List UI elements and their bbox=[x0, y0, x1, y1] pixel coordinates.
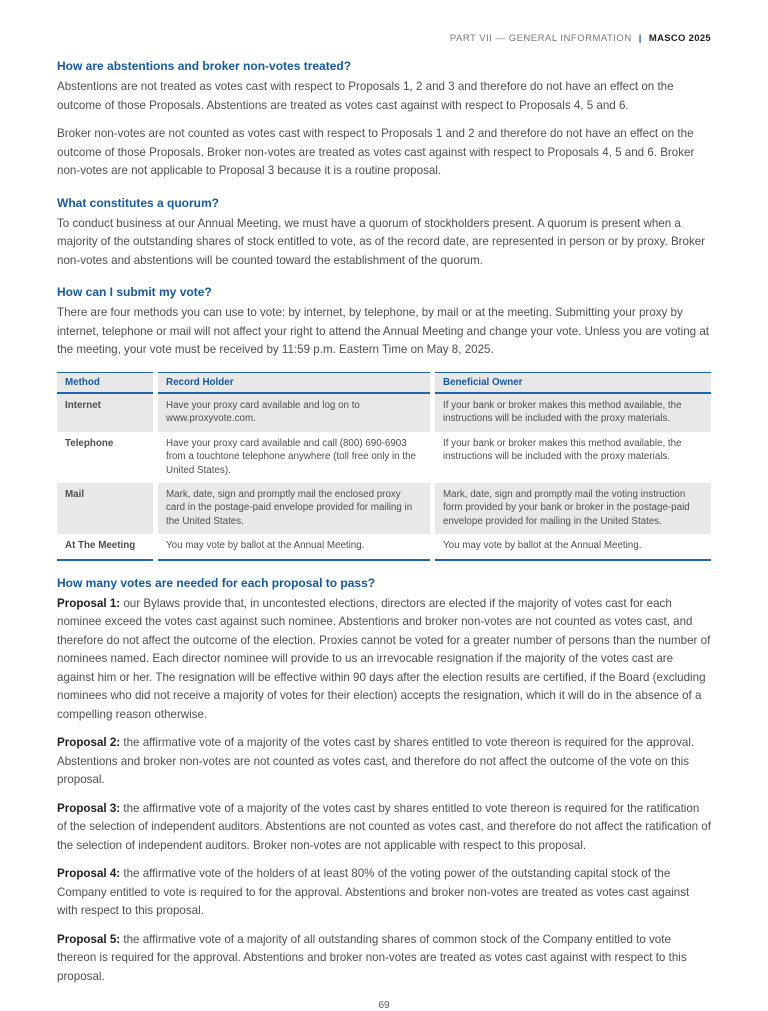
part-label: PART VII — GENERAL INFORMATION bbox=[449, 33, 632, 44]
table-row-internet bbox=[57, 394, 711, 432]
beneficial-owner-cell: You may vote by ballot at the Annual Meeting. bbox=[435, 534, 711, 560]
record-holder-cell: Mark, date, sign and promptly mail the enclosed proxy card in the postage-paid envelope provided for mailing in the United States. bbox=[158, 483, 430, 534]
beneficial-owner-cell: Mark, date, sign and promptly mail the voting instruction form provided by your bank or broker in the postage-paid envelope provided for mailing in the United States. bbox=[435, 483, 711, 534]
record-holder-cell: Have your proxy card available and log on to www.proxyvote.com. bbox=[158, 394, 430, 432]
page-number: 69 bbox=[378, 1000, 390, 1011]
paragraph-proposal-1 bbox=[57, 595, 711, 725]
record-holder-cell: Have your proxy card available and call (800) 690-6903 from a touchtone telephone anywhere (toll free only in the United States). bbox=[166, 437, 416, 476]
paragraph-proposal-4 bbox=[57, 865, 711, 921]
table-row-mail bbox=[57, 483, 711, 534]
heading-quorum: What constitutes a quorum? bbox=[57, 195, 219, 210]
column-header-beneficial-owner: Beneficial Owner bbox=[435, 372, 711, 394]
beneficial-owner-cell: If your bank or broker makes this method available, the instructions will be included with the proxy materials. bbox=[443, 437, 682, 463]
proposal-3-text: the affirmative vote of a majority of the votes cast by shares entitled to vote thereon is required for the ratification of the selection of independent auditors. Abstentions are not counted as votes cast, and therefore do not affect the ratification of the selection of independent auditors. Broker non-votes are not applicable with respect to this proposal. bbox=[57, 801, 711, 852]
header-divider: | bbox=[638, 33, 642, 44]
paragraph-proposal-5 bbox=[57, 931, 711, 987]
brand-label: MASCO 2025 bbox=[648, 33, 711, 44]
beneficial-owner-cell: If your bank or broker makes this method available, the instructions will be included with the proxy materials. bbox=[435, 394, 711, 432]
table-row-telephone bbox=[57, 432, 711, 483]
proposal-2-text: the affirmative vote of a majority of the votes cast by shares entitled to vote thereon is required for the approval. Abstentions and broker non-votes are not counted as votes cast, and therefore do not affect the outcome of the vote on this proposal. bbox=[57, 736, 695, 787]
method-cell: Mail bbox=[57, 483, 153, 534]
proposal-3-label: Proposal 3: bbox=[57, 801, 121, 815]
method-cell: At The Meeting bbox=[57, 534, 153, 560]
paragraph-proposal-2 bbox=[57, 734, 711, 790]
heading-abstentions: How are abstentions and broker non-votes treated? bbox=[57, 59, 352, 73]
paragraph-quorum: To conduct business at our Annual Meeting, we must have a quorum of stockholders present. A quorum is present when a majority of the outstanding shares of stock entitled to vote, as of the record date, are represented in person or by proxy. Broker non-votes and abstentions will be counted toward the establishment of the quorum. bbox=[57, 216, 706, 267]
heading-submit-vote: How can I submit my vote? bbox=[57, 285, 212, 299]
table-header-row bbox=[57, 372, 711, 394]
paragraph-proposal-3 bbox=[57, 800, 711, 856]
running-header bbox=[57, 33, 711, 44]
proposal-5-label: Proposal 5: bbox=[57, 932, 121, 946]
paragraph-submit-vote: There are four methods you can use to vote: by internet, by telephone, by mail or at the meeting. Submitting your proxy by internet, telephone or mail will not affect your right to attend the Annual Meeting and change your vote. Unless you are voting at the meeting, your vote must be received by 11:59 p.m. Eastern Time on May 8, 2025. bbox=[57, 306, 710, 356]
table-row-at-the-meeting bbox=[57, 534, 711, 560]
proposal-1-label: Proposal 1: bbox=[57, 596, 121, 610]
column-header-record-holder: Record Holder bbox=[158, 372, 430, 394]
heading-votes-needed: How many votes are needed for each proposal to pass? bbox=[57, 575, 376, 590]
method-cell: Internet bbox=[57, 394, 153, 432]
voting-methods-table bbox=[52, 372, 716, 561]
paragraph-abstentions-2: Broker non-votes are not counted as votes cast with respect to Proposals 1 and 2 and therefore do not have an effect on the outcome of those Proposals. Broker non-votes are treated as votes cast against with respect to Proposals 4, 5 and 6. Broker non-votes are not applicable to Proposal 3 because it is a routine proposal. bbox=[57, 127, 695, 177]
proposal-1-text: our Bylaws provide that, in uncontested elections, directors are elected if the majority of votes cast for each nominee exceed the votes cast against such nominee. Abstentions and broker non-votes are not counted as votes cast, and therefore do not affect the outcome of the election. Proxies cannot be voted for a greater number of persons than the number of nominees named. Each director nominee will provide to us an irrevocable resignation if the majority of the votes cast are against him or her. The resignation will be effective within 90 days after the election results are certified, if the Board (excluding nominees who did not receive a majority of votes for their election) accepts the resignation, which it will do in the absence of a compelling reason otherwise. bbox=[57, 596, 711, 721]
voting-methods-table-wrap bbox=[52, 372, 716, 561]
column-header-method: Method bbox=[57, 372, 153, 394]
proposal-5-text: the affirmative vote of a majority of all outstanding shares of common stock of the Company entitled to vote thereon is required for the approval. Abstentions and broker non-votes are treated as votes cast against with respect to this proposal. bbox=[57, 932, 687, 983]
proposal-4-text: the affirmative vote of the holders of at least 80% of the voting power of the outstanding capital stock of the Company entitled to vote is required to for the approval. Abstentions and broker non-votes are treated as votes cast against with respect to this proposal. bbox=[57, 867, 690, 918]
method-cell: Telephone bbox=[65, 437, 114, 449]
paragraph-abstentions-1: Abstentions are not treated as votes cast with respect to Proposals 1, 2 and 3 and therefore do not have an effect on the outcome of those Proposals. Abstentions are treated as votes cast against with respect to Proposals 4, 5 and 6. bbox=[57, 80, 674, 112]
proposal-4-label: Proposal 4: bbox=[57, 867, 121, 881]
page-content bbox=[57, 33, 711, 1011]
proposal-2-label: Proposal 2: bbox=[57, 736, 121, 750]
record-holder-cell: You may vote by ballot at the Annual Meeting. bbox=[158, 534, 430, 560]
